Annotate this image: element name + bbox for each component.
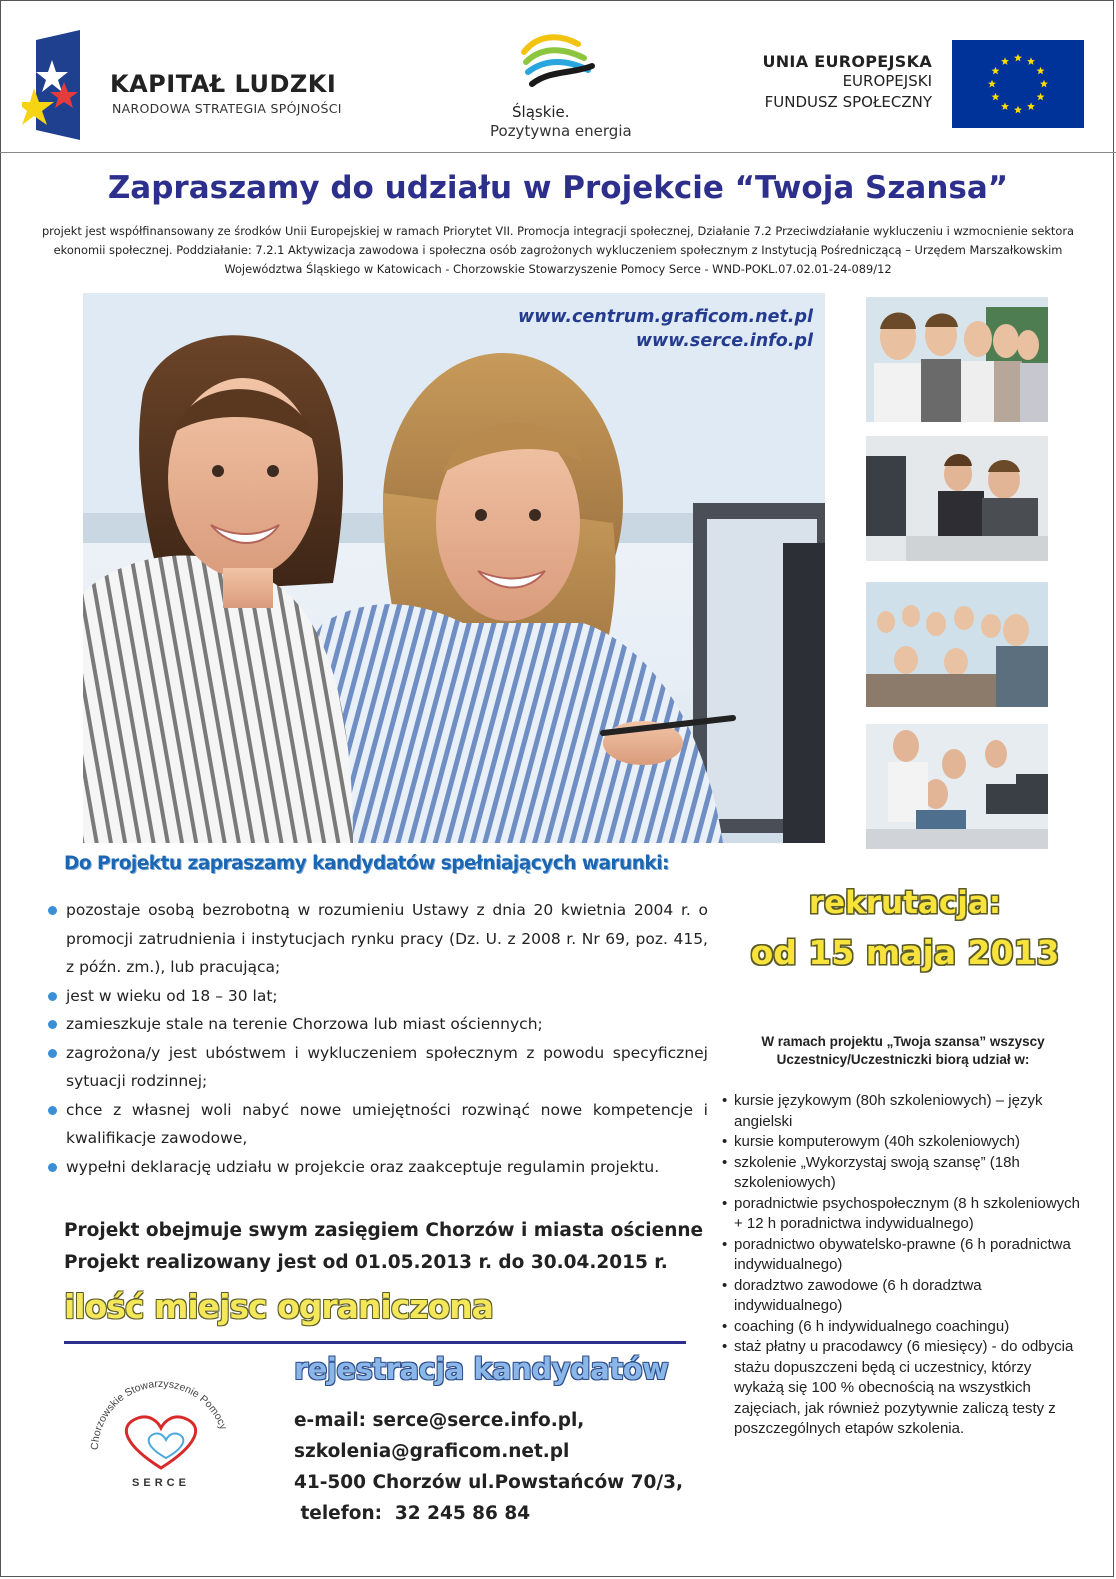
participation-text: poradnictwie psychospołecznym (8 h szkoleniowych + 12 h poradnictwa indywidualnego) xyxy=(734,1194,1080,1232)
condition-item xyxy=(48,1039,708,1096)
eu-flag-icon xyxy=(952,40,1084,128)
recruitment-date: od 15 maja 2013 xyxy=(750,933,1060,972)
serce-name: SERCE xyxy=(132,1477,190,1489)
url-graficom[interactable]: www.centrum.graficom.net.pl xyxy=(518,307,813,327)
participation-heading: W ramach projektu „Twoja szansa” wszyscy Uczestnicy/Uczestniczki biorą udział w: xyxy=(761,1034,1045,1067)
bullet-icon: • xyxy=(722,1194,728,1212)
eu-line-2: EUROPEJSKI xyxy=(842,72,932,90)
participation-text: staż płatny u pracodawcy (6 miesięcy) - do odbycia stażu dopuszczeni będą ci uczestnicy, którzy wykażą się 100 % obecnością na wszystkich zajęciach, jak również pozytywnie zaliczą testy z poszczególnych etapów szkolenia. xyxy=(734,1338,1074,1437)
condition-text: pozostaje osobą bezrobotną w rozumieniu Ustawy z dnia 20 kwietnia 2004 r. o promocji zatrudnienia i instytucjach rynku pracy (Dz. U. z 2008 r. Nr 69, poz. 415, z późn. zm.), lub pracująca; xyxy=(66,901,708,976)
url-serce[interactable]: www.serce.info.pl xyxy=(635,331,813,351)
recruitment-banner xyxy=(740,880,1070,980)
participation-text: kursie komputerowym (40h szkoleniowych) xyxy=(734,1133,1020,1150)
condition-text: wypełni deklarację udziału w projekcie oraz zaakceptuje regulamin projektu. xyxy=(66,1157,660,1176)
participation-text: poradnictwo obywatelsko-prawne (6 h poradnictwa indywidualnego) xyxy=(734,1235,1071,1273)
participation-text: coaching (6 h indywidualnego coachingu) xyxy=(734,1317,1010,1335)
bullet-icon xyxy=(48,1106,57,1115)
thumbnail-photo-students-computers xyxy=(866,724,1048,849)
eu-fund-text xyxy=(762,52,932,113)
condition-item xyxy=(48,1010,708,1039)
kapital-ludzki-title: KAPITAŁ LUDZKI xyxy=(110,70,337,98)
participation-item xyxy=(722,1194,1082,1235)
project-dates: Projekt realizowany jest od 01.05.2013 r. do 30.04.2015 r. xyxy=(64,1252,668,1273)
bullet-icon: • xyxy=(722,1317,728,1335)
website-urls xyxy=(518,305,813,353)
contact-email-2[interactable]: szkolenia@graficom.net.pl xyxy=(294,1441,570,1462)
participation-item xyxy=(722,1132,1082,1153)
condition-item xyxy=(48,982,708,1011)
bullet-icon: • xyxy=(722,1153,728,1171)
participation-item xyxy=(722,1337,1082,1440)
participation-item xyxy=(722,1153,1082,1194)
participation-item xyxy=(722,1235,1082,1276)
bullet-icon: • xyxy=(722,1235,728,1253)
bullet-icon: • xyxy=(722,1276,728,1294)
slaskie-name: Śląskie. xyxy=(512,103,570,121)
bullet-icon: • xyxy=(722,1133,728,1150)
participation-item xyxy=(722,1276,1082,1317)
recruitment-label: rekrutacja: xyxy=(808,885,1002,921)
main-photo xyxy=(83,293,825,843)
limited-places-banner: ilość miejsc ograniczona xyxy=(64,1287,493,1326)
serce-association-logo xyxy=(86,1378,236,1498)
eu-line-3: FUNDUSZ SPOŁECZNY xyxy=(764,93,932,111)
section-divider xyxy=(64,1341,686,1344)
kapital-ludzki-subtitle: NARODOWA STRATEGIA SPÓJNOŚCI xyxy=(112,101,342,116)
condition-text: zagrożona/y jest ubóstwem i wykluczeniem społecznym z powodu specyficznej sytuacji rodzinnej; xyxy=(66,1043,708,1090)
bullet-icon xyxy=(48,1049,57,1058)
bullet-icon xyxy=(48,1163,57,1172)
participation-text: kursie językowym (80h szkoleniowych) – język angielski xyxy=(734,1092,1043,1130)
conditions-list xyxy=(48,896,708,1181)
bullet-icon xyxy=(48,906,57,915)
bullet-icon: • xyxy=(722,1092,728,1109)
svg-text:Chorzowskie Stowarzyszenie Pom xyxy=(89,1378,230,1450)
participation-text: szkolenie „Wykorzystaj swoją szansę” (18h szkoleniowych) xyxy=(734,1153,1020,1191)
contact-block xyxy=(294,1405,683,1529)
page-title: Zapraszamy do udziału w Projekcie “Twoja Szansa” xyxy=(107,170,1009,206)
condition-item xyxy=(48,896,708,982)
condition-text: jest w wieku od 18 – 30 lat; xyxy=(66,986,278,1005)
bullet-icon: • xyxy=(722,1338,728,1355)
bullet-icon xyxy=(48,1020,57,1029)
condition-item xyxy=(48,1096,708,1153)
thumbnail-photo-group-smiling xyxy=(866,297,1048,422)
contact-phone: telefon: 32 245 86 84 xyxy=(294,1503,531,1524)
bullet-icon xyxy=(48,992,57,1001)
project-scope xyxy=(64,1215,703,1279)
registration-heading: rejestracja kandydatów xyxy=(294,1352,669,1386)
project-area: Projekt obejmuje swym zasięgiem Chorzów i miasta ościenne xyxy=(64,1220,704,1241)
condition-item xyxy=(48,1153,708,1182)
conditions-heading: Do Projektu zapraszamy kandydatów spełniających warunki: xyxy=(64,853,669,874)
condition-text: chce z własnej woli nabyć nowe umiejętności rozwinąć nowe kompetencje i kwalifikacje zawodowe, xyxy=(66,1100,708,1147)
thumbnail-photo-computer-lab xyxy=(866,436,1048,561)
women-at-computer-illustration xyxy=(83,293,825,843)
logo-header xyxy=(0,0,1116,153)
participation-item xyxy=(722,1317,1082,1338)
participation-text: doradztwo zawodowe (6 h doradztwa indywidualnego) xyxy=(734,1276,982,1314)
serce-arc-text: Chorzowskie Stowarzyszenie Pomocy xyxy=(88,1378,230,1451)
contact-address: 41-500 Chorzów ul.Powstańców 70/3, xyxy=(294,1472,684,1493)
slaskie-tagline: Pozytywna energia xyxy=(490,122,632,140)
thumbnail-photo-class-thumbs-up xyxy=(866,582,1048,707)
slaskie-logo xyxy=(518,30,596,100)
eu-line-1: UNIA EUROPEJSKA xyxy=(762,52,932,71)
participation-item xyxy=(722,1091,1082,1132)
kapital-ludzki-logo xyxy=(22,30,84,140)
condition-text: zamieszkuje stale na terenie Chorzowa lub miast ościennych; xyxy=(66,1015,543,1033)
participation-list xyxy=(722,1091,1082,1440)
intro-text: projekt jest współfinansowany ze środków Unii Europejskiej w ramach Priorytet VII. Promocja integracji społecznej, Działanie 7.2 Przeciwdziałanie wykluczeniu i wzmocnienie sektora ekonomii społecznej. Poddziałanie: 7.2.1 Aktywizacja zawodowa i społeczna osób zagrożonych wykluczeniem społecznym z Instytucją Pośredniczącą – Urzędem Marszałkowskim Województwa Śląskiego w Katowicach - Chorzowskie Stowarzyszenie Pomocy Serce - WND-POKL.07.02.01-24-089/12 xyxy=(41,224,1075,276)
contact-email[interactable]: e-mail: serce@serce.info.pl, xyxy=(294,1410,585,1431)
